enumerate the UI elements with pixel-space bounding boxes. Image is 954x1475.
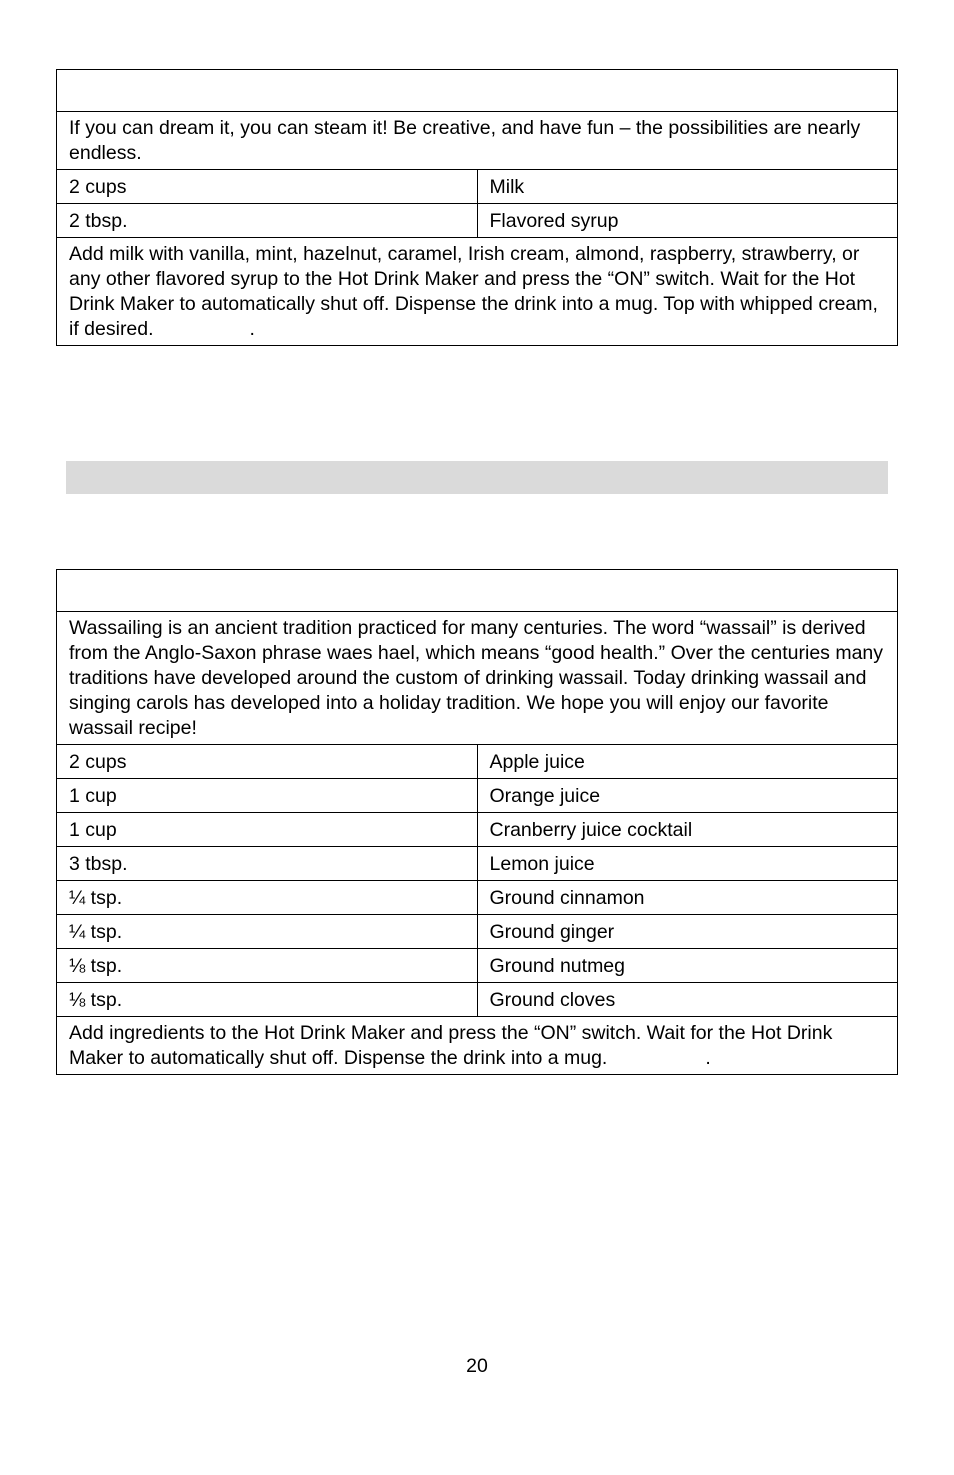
ingredient-row — [57, 745, 898, 779]
recipe-title-cell — [57, 570, 898, 612]
ingredient-row — [57, 881, 898, 915]
directions-suffix: . — [249, 318, 255, 340]
ingredient-quantity: 2 cups — [57, 170, 478, 204]
directions-text: Add milk with vanilla, mint, hazelnut, caramel, Irish cream, almond, raspberry, strawberry, or any other flavored syrup to the Hot Drink Maker and press the “ON” switch. Wait for the Hot Drink Maker to automatically shut off. Dispense the drink into a mug. Top with whipped cream, if desired. — [69, 243, 878, 340]
ingredient-quantity: ⅛ tsp. — [57, 983, 478, 1017]
ingredient-name: Milk — [477, 170, 898, 204]
section-heading-band — [66, 461, 888, 494]
ingredient-name: Ground cloves — [477, 983, 898, 1017]
ingredient-name: Lemon juice — [477, 847, 898, 881]
recipe-table-flavored-milk — [56, 69, 898, 346]
recipe-directions — [57, 1017, 898, 1075]
directions-text: Add ingredients to the Hot Drink Maker and press the “ON” switch. Wait for the Hot Drink Maker to automatically shut off. Dispense the drink into a mug. — [69, 1022, 833, 1069]
ingredient-quantity: 1 cup — [57, 779, 478, 813]
recipe-directions — [57, 238, 898, 346]
ingredient-row — [57, 949, 898, 983]
ingredient-name: Ground cinnamon — [477, 881, 898, 915]
page-number: 20 — [466, 1355, 488, 1377]
recipe-title-cell — [57, 70, 898, 112]
recipe-table-wassail — [56, 569, 898, 1075]
ingredient-quantity: ⅛ tsp. — [57, 949, 478, 983]
ingredient-row — [57, 847, 898, 881]
ingredient-row — [57, 983, 898, 1017]
ingredient-row — [57, 813, 898, 847]
ingredient-name: Cranberry juice cocktail — [477, 813, 898, 847]
ingredient-quantity: 3 tbsp. — [57, 847, 478, 881]
ingredient-row — [57, 204, 898, 238]
ingredient-name: Orange juice — [477, 779, 898, 813]
ingredient-name: Flavored syrup — [477, 204, 898, 238]
directions-suffix: . — [705, 1047, 711, 1069]
recipe-intro: If you can dream it, you can steam it! Be creative, and have fun – the possibilities are nearly endless. — [57, 112, 898, 170]
ingredient-name: Ground nutmeg — [477, 949, 898, 983]
ingredient-quantity: 2 cups — [57, 745, 478, 779]
ingredient-name: Ground ginger — [477, 915, 898, 949]
ingredient-quantity: ¼ tsp. — [57, 915, 478, 949]
ingredient-quantity: ¼ tsp. — [57, 881, 478, 915]
ingredient-row — [57, 915, 898, 949]
ingredient-row — [57, 170, 898, 204]
recipe-intro: Wassailing is an ancient tradition practiced for many centuries. The word “wassail” is derived from the Anglo-Saxon phrase waes hael, which means “good health.” Over the centuries many traditions have developed around the custom of drinking wassail. Today drinking wassail and singing carols has developed into a holiday tradition. We hope you will enjoy our favorite wassail recipe! — [57, 612, 898, 745]
ingredient-name: Apple juice — [477, 745, 898, 779]
ingredient-row — [57, 779, 898, 813]
ingredient-quantity: 2 tbsp. — [57, 204, 478, 238]
ingredient-quantity: 1 cup — [57, 813, 478, 847]
